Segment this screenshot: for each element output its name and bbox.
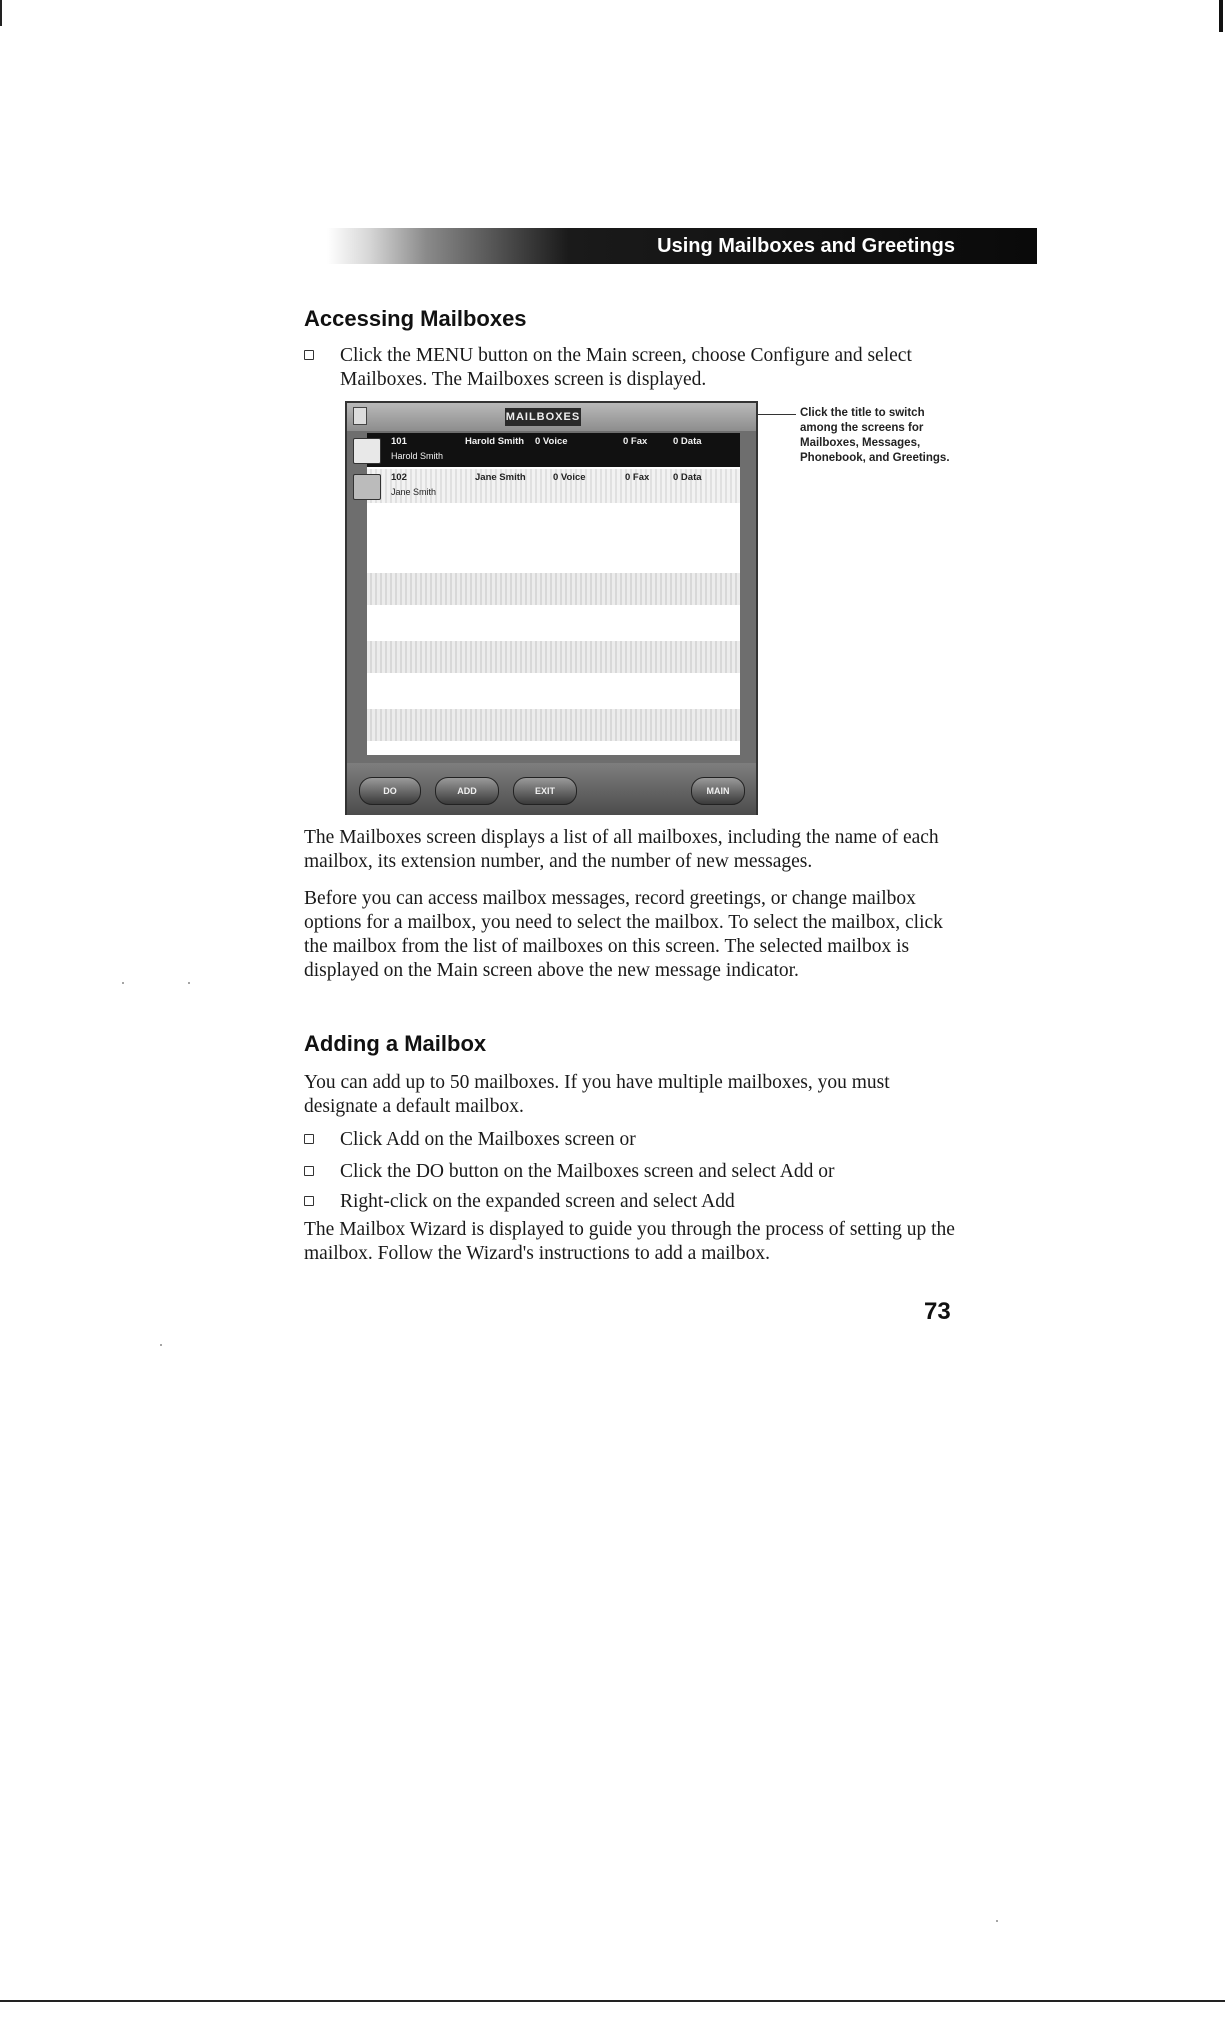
empty-row bbox=[367, 709, 740, 741]
screenshot-titlebar bbox=[347, 403, 756, 431]
scan-speck bbox=[122, 982, 124, 984]
chapter-header-bar bbox=[327, 228, 1037, 264]
screen-title-mailboxes: MAILBOXES bbox=[505, 408, 581, 426]
data-count: 0 Data bbox=[673, 436, 702, 447]
mailbox-owner: Jane Smith bbox=[391, 487, 437, 497]
mailboxes-screenshot bbox=[345, 401, 758, 815]
mailbox-list bbox=[367, 433, 740, 755]
window-menu-icon bbox=[353, 407, 367, 425]
list-item-text: Click the MENU button on the Main screen, choose Configure and select Mailboxes. The Mailboxes screen is displayed. bbox=[340, 345, 912, 390]
mailbox-icon bbox=[353, 438, 381, 464]
do-button: DO bbox=[359, 777, 421, 805]
checkbox-bullet-icon bbox=[304, 1134, 314, 1144]
chapter-title: Using Mailboxes and Greetings bbox=[657, 235, 955, 257]
scan-speck bbox=[188, 982, 190, 984]
figure-callout: Click the title to switch among the screens for Mailboxes, Messages, Phonebook, and Greetings. bbox=[800, 407, 950, 464]
voice-count: 0 Voice bbox=[535, 436, 568, 447]
data-count: 0 Data bbox=[673, 472, 702, 483]
fax-count: 0 Fax bbox=[623, 436, 648, 447]
mailbox-owner: Harold Smith bbox=[391, 451, 444, 461]
main-button: MAIN bbox=[691, 777, 745, 805]
mailbox-icon bbox=[353, 474, 381, 500]
fax-count: 0 Fax bbox=[625, 472, 650, 483]
paragraph: You can add up to 50 mailboxes. If you have multiple mailboxes, you must designate a default mailbox. bbox=[304, 1072, 890, 1117]
scan-speck bbox=[160, 1344, 162, 1346]
checkbox-bullet-icon bbox=[304, 350, 314, 360]
mailbox-name: Harold Smith bbox=[465, 436, 525, 447]
paragraph: Before you can access mailbox messages, record greetings, or change mailbox options for a mailbox, you need to select the mailbox. To select the mailbox, click the mailbox from the list of mailboxes on this screen. The selected mailbox is displayed on the Main screen above the new message indicator. bbox=[304, 888, 943, 981]
mailbox-extension: 101 bbox=[391, 436, 407, 447]
scan-speck bbox=[996, 1920, 998, 1922]
section-heading-adding-a-mailbox: Adding a Mailbox bbox=[304, 1031, 487, 1056]
mailbox-row bbox=[367, 433, 740, 467]
paragraph: The Mailboxes screen displays a list of all mailboxes, including the name of each mailbox, its extension number, and the number of new messages. bbox=[304, 827, 939, 872]
list-item-text: Click the DO button on the Mailboxes screen and select Add or bbox=[340, 1161, 835, 1182]
mailbox-row bbox=[367, 469, 740, 503]
screenshot-buttons bbox=[359, 777, 749, 805]
scan-edge-mark-right bbox=[1219, 0, 1223, 32]
list-item-text: Click Add on the Mailboxes screen or bbox=[340, 1129, 636, 1150]
checkbox-bullet-icon bbox=[304, 1166, 314, 1176]
list-item-text: Right-click on the expanded screen and select Add bbox=[340, 1191, 735, 1212]
add-button: ADD bbox=[435, 777, 499, 805]
exit-button: EXIT bbox=[513, 777, 577, 805]
scan-edge-mark-left bbox=[0, 0, 2, 26]
paragraph: The Mailbox Wizard is displayed to guide you through the process of setting up the mailbox. Follow the Wizard's instructions to add a mailbox. bbox=[304, 1219, 955, 1264]
mailbox-extension: 102 bbox=[391, 472, 407, 483]
mailbox-name: Jane Smith bbox=[475, 472, 526, 483]
section-heading-accessing-mailboxes: Accessing Mailboxes bbox=[304, 306, 527, 331]
scan-bottom-edge bbox=[0, 2000, 1225, 2002]
empty-row bbox=[367, 573, 740, 605]
page-number: 73 bbox=[924, 1298, 951, 1325]
voice-count: 0 Voice bbox=[553, 472, 586, 483]
checkbox-bullet-icon bbox=[304, 1196, 314, 1206]
empty-row bbox=[367, 641, 740, 673]
callout-leader-line bbox=[758, 414, 796, 415]
